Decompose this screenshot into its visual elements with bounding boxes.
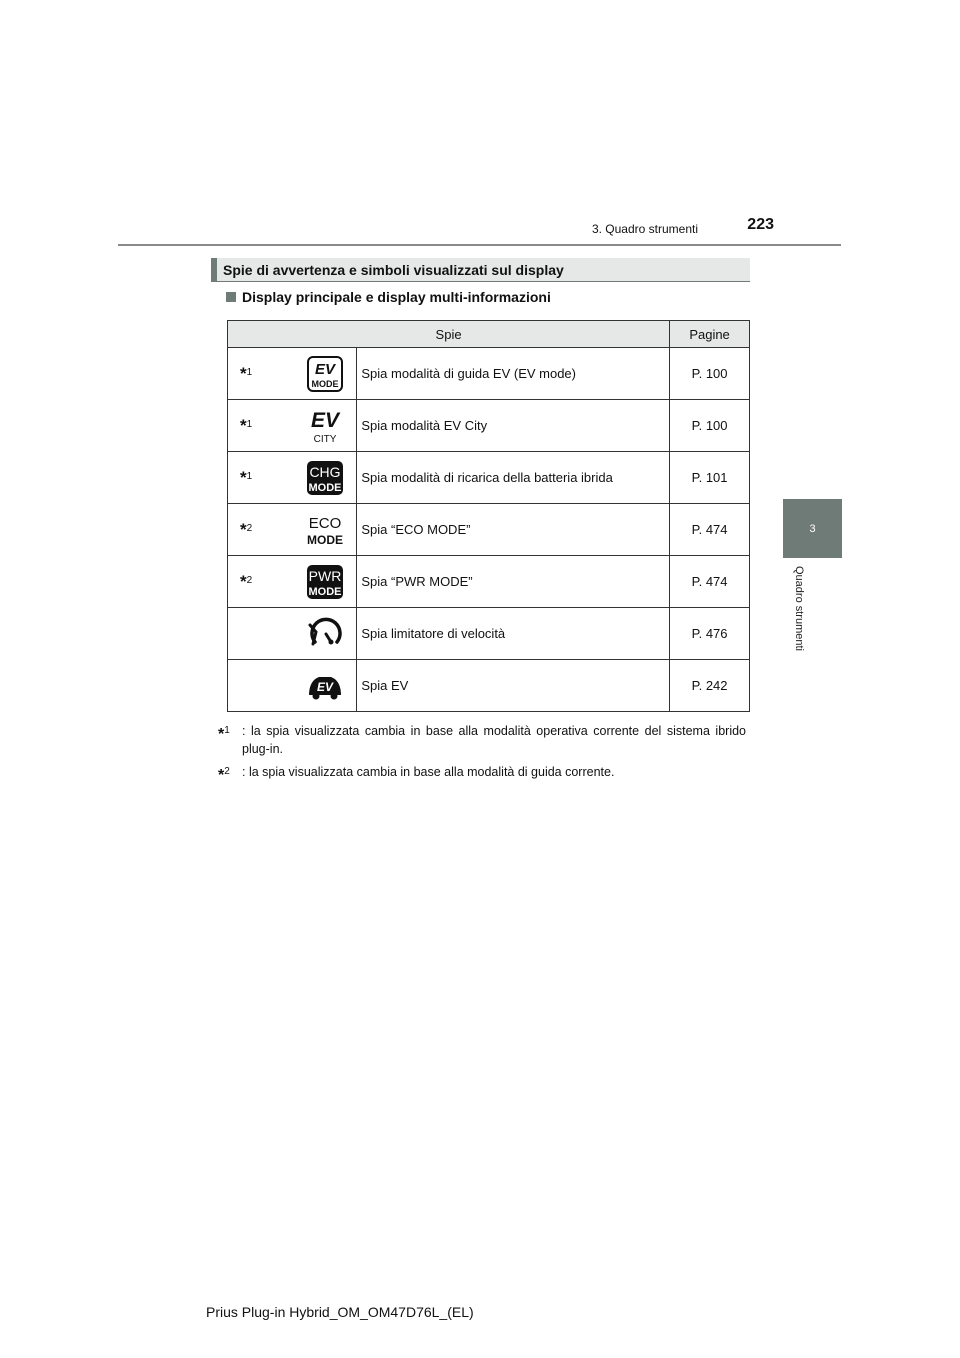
subheading [226, 289, 551, 305]
footnote-mark: $*_2$ [218, 766, 230, 784]
svg-text:MODE: MODE [307, 532, 344, 547]
row-page-link[interactable]: P. 100 [670, 400, 750, 452]
table-row [228, 660, 750, 712]
subheading-text: Display principale e display multi-informazioni [242, 289, 551, 305]
section-title: Spie di avvertenza e simboli visualizzati sul display [223, 262, 564, 278]
table-row [228, 452, 750, 504]
table-header-row [228, 321, 750, 348]
footnote-text: : la spia visualizzata cambia in base alla modalità operativa corrente del sistema ibrido plug-in. [242, 724, 746, 756]
row-description: Spia “ECO MODE” [357, 504, 670, 556]
row-page-link[interactable]: P. 476 [670, 608, 750, 660]
pwr-mode-icon [294, 556, 356, 608]
document-id: Prius Plug-in Hybrid_OM_OM47D76L_(EL) [206, 1304, 474, 1320]
svg-text:PWR: PWR [309, 567, 342, 584]
row-mark: $*_2$ [228, 556, 295, 608]
svg-text:MODE: MODE [308, 585, 342, 598]
table-row [228, 556, 750, 608]
row-page-link[interactable]: P. 242 [670, 660, 750, 712]
ev-city-icon [294, 400, 356, 452]
row-mark: $*_1$ [228, 348, 295, 400]
row-mark [228, 608, 295, 660]
row-description: Spia EV [357, 660, 670, 712]
row-description: Spia modalità EV City [357, 400, 670, 452]
chg-mode-icon [294, 452, 356, 504]
svg-text:ECO: ECO [309, 514, 342, 532]
row-page-link[interactable]: P. 100 [670, 348, 750, 400]
section-banner [211, 258, 750, 282]
footnote-text: : la spia visualizzata cambia in base alla modalità di guida corrente. [242, 765, 615, 779]
row-page-link[interactable]: P. 474 [670, 556, 750, 608]
subheading-square-icon [226, 292, 236, 302]
ev-mode-icon [294, 348, 356, 400]
row-page-link[interactable]: P. 474 [670, 504, 750, 556]
section-banner-bar [211, 258, 217, 281]
ev-indicator-icon [294, 660, 356, 712]
row-page-link[interactable]: P. 101 [670, 452, 750, 504]
row-description: Spia modalità di ricarica della batteria ibrida [357, 452, 670, 504]
svg-text:CITY: CITY [314, 433, 337, 445]
indicator-table [227, 320, 750, 712]
row-mark: $*_2$ [228, 504, 295, 556]
header-divider [118, 244, 841, 246]
row-mark [228, 660, 295, 712]
row-mark: $*_1$ [228, 452, 295, 504]
svg-text:CHG: CHG [309, 463, 341, 480]
svg-text:EV: EV [311, 408, 340, 432]
row-description: Spia “PWR MODE” [357, 556, 670, 608]
header-section-title: 3. Quadro strumenti [591, 222, 698, 236]
column-header-pagine: Pagine [670, 321, 750, 348]
footnotes [218, 722, 746, 790]
table-row [228, 400, 750, 452]
footnote-1 [218, 722, 746, 758]
speed-limiter-icon [294, 608, 356, 660]
chapter-tab[interactable]: 3 [783, 499, 842, 558]
row-mark: $*_1$ [228, 400, 295, 452]
eco-mode-icon [294, 504, 356, 556]
svg-text:MODE: MODE [308, 481, 342, 494]
chapter-tab-label: Quadro strumenti [793, 566, 805, 651]
row-description: Spia limitatore di velocità [357, 608, 670, 660]
row-description: Spia modalità di guida EV (EV mode) [357, 348, 670, 400]
table-row [228, 504, 750, 556]
footnote-mark: $*_1$ [218, 725, 230, 743]
page-number: 223 [747, 216, 774, 233]
footnote-2 [218, 763, 746, 785]
svg-text:MODE: MODE [311, 378, 339, 389]
svg-text:EV: EV [317, 679, 334, 694]
svg-text:EV: EV [315, 360, 336, 378]
table-row [228, 608, 750, 660]
column-header-spie: Spie [228, 321, 670, 348]
table-row [228, 348, 750, 400]
